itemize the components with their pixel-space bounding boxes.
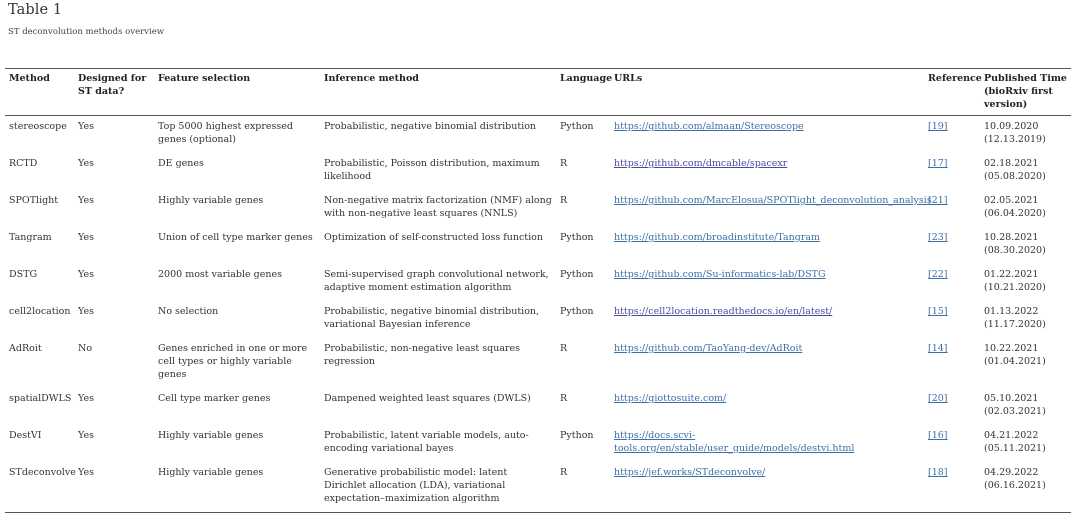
cell-published (980, 227, 1071, 264)
reference-link[interactable]: [17] (928, 158, 948, 169)
cell-url (610, 116, 924, 154)
cell-published (980, 462, 1071, 513)
cell-reference (924, 227, 980, 264)
cell-designed: Yes (78, 306, 94, 317)
cell-feature: Top 5000 highest expressed genes (optional) (158, 121, 293, 145)
cell-language: R (560, 195, 568, 206)
cell-url (610, 338, 924, 388)
methods-table (5, 68, 1071, 513)
cell-method: DSTG (9, 269, 38, 280)
cell-published (980, 301, 1071, 338)
reference-link[interactable]: [23] (928, 232, 948, 243)
cell-feature: Genes enriched in one or more cell types or highly variable genes (158, 343, 308, 380)
cell-inference: Dampened weighted least squares (DWLS) (324, 393, 531, 404)
url-link[interactable]: https://docs.scvi-tools.org/en/stable/user_guide/models/destvi.html (614, 430, 855, 454)
cell-url (610, 425, 924, 462)
cell-language: Python (560, 121, 594, 132)
cell-reference (924, 116, 980, 154)
cell-url (610, 301, 924, 338)
published-date: 01.13.2022 (984, 306, 1039, 317)
cell-reference (924, 462, 980, 513)
cell-url (610, 462, 924, 513)
biorxiv-date: (08.30.2020) (984, 245, 1046, 256)
cell-inference: Optimization of self-constructed loss function (324, 232, 544, 243)
published-date: 04.21.2022 (984, 430, 1039, 441)
url-link[interactable]: https://github.com/Su-informatics-lab/DSTG (614, 269, 826, 280)
cell-url (610, 264, 924, 301)
reference-link[interactable]: [18] (928, 467, 948, 478)
reference-link[interactable]: [21] (928, 195, 948, 206)
cell-reference (924, 425, 980, 462)
cell-designed: Yes (78, 232, 94, 243)
header-reference: Reference (928, 73, 982, 84)
table-caption: ST deconvolution methods overview (8, 27, 165, 37)
cell-inference: Probabilistic, latent variable models, auto-encoding variational bayes (324, 430, 529, 454)
reference-link[interactable]: [22] (928, 269, 948, 280)
cell-inference: Generative probabilistic model: latent Dirichlet allocation (LDA), variational expectation–maximization algorithm (324, 467, 508, 504)
url-link[interactable]: https://github.com/broadinstitute/Tangram (614, 232, 821, 243)
header-urls: URLs (614, 73, 643, 84)
biorxiv-date: (06.16.2021) (984, 480, 1046, 491)
cell-published (980, 116, 1071, 154)
reference-link[interactable]: [15] (928, 306, 948, 317)
table-row (5, 388, 1071, 425)
table-row (5, 462, 1071, 513)
cell-designed: Yes (78, 195, 94, 206)
cell-url (610, 153, 924, 190)
cell-url (610, 190, 932, 227)
cell-published (980, 190, 1071, 227)
url-link[interactable]: https://giottosuite.com/ (614, 393, 727, 404)
cell-feature: Union of cell type marker genes (158, 232, 313, 243)
url-link[interactable]: https://github.com/dmcable/spacexr (614, 158, 788, 169)
cell-inference: Probabilistic, non-negative least squares regression (324, 343, 521, 367)
cell-url (610, 388, 924, 425)
table-row (5, 301, 1071, 338)
url-link[interactable]: https://cell2location.readthedocs.io/en/latest/ (614, 306, 833, 317)
biorxiv-date: (02.03.2021) (984, 406, 1046, 417)
cell-feature: No selection (158, 306, 219, 317)
cell-method: AdRoit (9, 343, 42, 354)
cell-published (980, 338, 1071, 388)
table-row (5, 227, 1071, 264)
cell-language: Python (560, 430, 594, 441)
published-date: 01.22.2021 (984, 269, 1039, 280)
cell-method: Tangram (9, 232, 52, 243)
published-date: 10.09.2020 (984, 121, 1039, 132)
cell-designed: No (78, 343, 93, 354)
table-row (5, 338, 1071, 388)
cell-language: R (560, 158, 568, 169)
table-row (5, 190, 1071, 227)
cell-method: spatialDWLS (9, 393, 72, 404)
cell-reference (924, 190, 980, 227)
biorxiv-date: (11.17.2020) (984, 319, 1046, 330)
cell-method: STdeconvolve (9, 467, 76, 478)
cell-published (980, 388, 1071, 425)
cell-published (980, 425, 1071, 462)
cell-language: Python (560, 269, 594, 280)
biorxiv-date: (01.04.2021) (984, 356, 1046, 367)
cell-inference: Probabilistic, negative binomial distribution (324, 121, 537, 132)
cell-method: SPOTlight (9, 195, 59, 206)
header-row (5, 69, 1071, 116)
cell-feature: Highly variable genes (158, 195, 264, 206)
cell-language: R (560, 343, 568, 354)
cell-inference: Non-negative matrix factorization (NMF) along with non-negative least squares (NNLS) (324, 195, 552, 219)
biorxiv-date: (10.21.2020) (984, 282, 1046, 293)
header-designed: Designed for ST data? (78, 73, 147, 97)
cell-designed: Yes (78, 467, 94, 478)
header-inference-method: Inference method (324, 73, 419, 84)
cell-url (610, 227, 924, 264)
biorxiv-date: (12.13.2019) (984, 134, 1046, 145)
cell-feature: Highly variable genes (158, 430, 264, 441)
cell-language: Python (560, 232, 594, 243)
cell-inference: Probabilistic, Poisson distribution, maximum likelihood (324, 158, 540, 182)
url-link[interactable]: https://jef.works/STdeconvolve/ (614, 467, 766, 478)
published-date: 05.10.2021 (984, 393, 1039, 404)
url-link[interactable]: https://github.com/TaoYang-dev/AdRoit (614, 343, 803, 354)
cell-language: R (560, 467, 568, 478)
biorxiv-date: (05.11.2021) (984, 443, 1046, 454)
header-method: Method (9, 73, 50, 84)
cell-method: RCTD (9, 158, 38, 169)
cell-language: Python (560, 306, 594, 317)
cell-method: DestVI (9, 430, 42, 441)
header-published-time: Published Time (bioRxiv first version) (984, 73, 1067, 110)
cell-feature: Highly variable genes (158, 467, 264, 478)
published-date: 04.29.2022 (984, 467, 1039, 478)
cell-method: cell2location (9, 306, 71, 317)
cell-reference (924, 153, 980, 190)
table-row (5, 264, 1071, 301)
cell-feature: Cell type marker genes (158, 393, 271, 404)
reference-link[interactable]: [19] (928, 121, 948, 132)
cell-reference (924, 301, 980, 338)
table-row (5, 425, 1071, 462)
cell-feature: DE genes (158, 158, 204, 169)
reference-link[interactable]: [20] (928, 393, 948, 404)
url-link[interactable]: https://github.com/MarcElosua/SPOTlight_deconvolution_analysis (614, 195, 932, 206)
header-feature-selection: Feature selection (158, 73, 251, 84)
published-date: 10.22.2021 (984, 343, 1039, 354)
biorxiv-date: (06.04.2020) (984, 208, 1046, 219)
cell-designed: Yes (78, 121, 94, 132)
reference-link[interactable]: [16] (928, 430, 948, 441)
cell-method: stereoscope (9, 121, 67, 132)
cell-published (980, 153, 1071, 190)
cell-reference (924, 264, 980, 301)
reference-link[interactable]: [14] (928, 343, 948, 354)
table-row (5, 116, 1071, 154)
cell-designed: Yes (78, 430, 94, 441)
published-date: 02.18.2021 (984, 158, 1039, 169)
biorxiv-date: (05.08.2020) (984, 171, 1046, 182)
url-link[interactable]: https://github.com/almaan/Stereoscope (614, 121, 804, 132)
cell-designed: Yes (78, 158, 94, 169)
published-date: 02.05.2021 (984, 195, 1039, 206)
table-row (5, 153, 1071, 190)
table-title: Table 1 (8, 2, 63, 18)
cell-inference: Probabilistic, negative binomial distribution, variational Bayesian inference (324, 306, 540, 330)
published-date: 10.28.2021 (984, 232, 1039, 243)
cell-designed: Yes (78, 269, 94, 280)
cell-language: R (560, 393, 568, 404)
cell-reference (924, 338, 980, 388)
cell-designed: Yes (78, 393, 94, 404)
header-language: Language (560, 73, 613, 84)
cell-published (980, 264, 1071, 301)
cell-reference (924, 388, 980, 425)
cell-inference: Semi-supervised graph convolutional network, adaptive moment estimation algorithm (324, 269, 549, 293)
cell-feature: 2000 most variable genes (158, 269, 282, 280)
